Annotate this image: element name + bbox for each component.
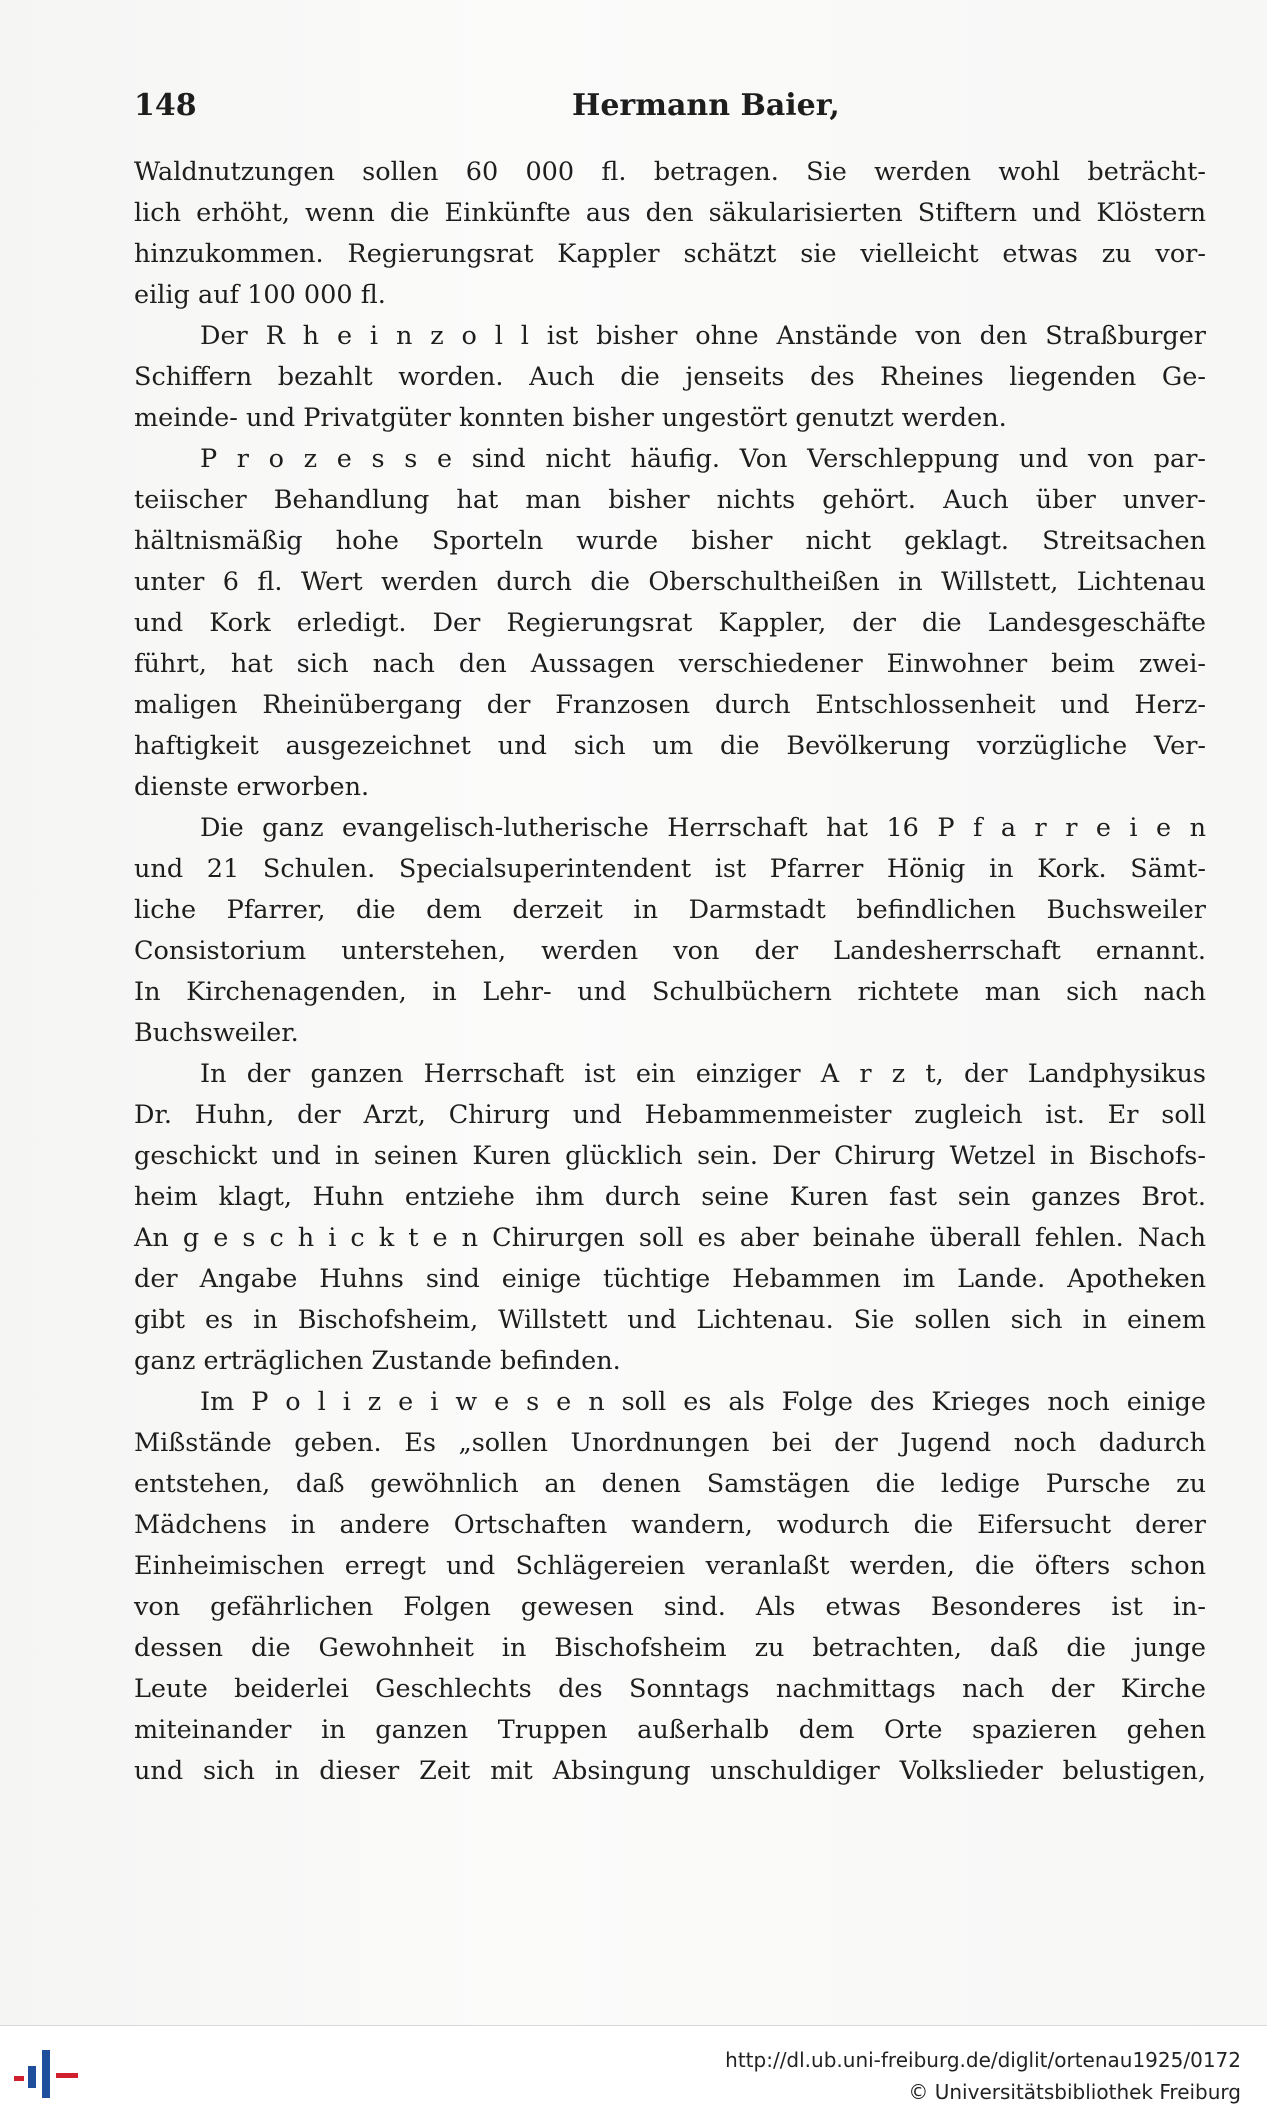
text-line: Consistorium unterstehen, werden von der Landesherrschaft ernannt. [134, 936, 1206, 966]
text-line: In der ganzen Herrschaft ist ein einziger A r z t, der Landphysikus [200, 1059, 1206, 1089]
text-line: meinde- und Privatgüter konnten bisher ungestört genutzt werden. [134, 403, 1007, 433]
permalink-url[interactable]: http://dl.ub.uni-freiburg.de/diglit/ortenau1925/0172 [725, 2048, 1241, 2072]
text-line: teiischer Behandlung hat man bisher nichts gehört. Auch über unver- [134, 485, 1206, 515]
text-line: Mädchens in andere Ortschaften wandern, wodurch die Eifersucht derer [134, 1510, 1206, 1540]
text-line: miteinander in ganzen Truppen außerhalb dem Orte spazieren gehen [134, 1715, 1206, 1745]
text-line: hältnismäßig hohe Sporteln wurde bisher nicht geklagt. Streitsachen [134, 526, 1206, 556]
text-line: Leute beiderlei Geschlechts des Sonntags nachmittags nach der Kirche [134, 1674, 1206, 1704]
text-line: gibt es in Bischofsheim, Willstett und Lichtenau. Sie sollen sich in einem [134, 1305, 1206, 1335]
text-line: Buchsweiler. [134, 1018, 299, 1048]
text-line: Der R h e i n z o l l ist bisher ohne Anstände von den Straßburger [200, 321, 1206, 351]
library-logo-icon[interactable] [12, 2040, 82, 2102]
text-line: Mißstände geben. Es „sollen Unordnungen bei der Jugend noch dadurch [134, 1428, 1206, 1458]
text-line: hinzukommen. Regierungsrat Kappler schätzt sie vielleicht etwas zu vor- [134, 239, 1206, 269]
running-head: Hermann Baier, [572, 88, 840, 123]
text-line: haftigkeit ausgezeichnet und sich um die Bevölkerung vorzügliche Ver- [134, 731, 1206, 761]
text-line: Dr. Huhn, der Arzt, Chirurg und Hebammenmeister zugleich ist. Er soll [134, 1100, 1206, 1130]
text-line: lich erhöht, wenn die Einkünfte aus den säkularisierten Stiftern und Klöstern [134, 198, 1206, 228]
text-line: eilig auf 100 000 fl. [134, 280, 386, 310]
copyright-notice: © Universitätsbibliothek Freiburg [908, 2080, 1241, 2104]
text-line: In Kirchenagenden, in Lehr- und Schulbüchern richtete man sich nach [134, 977, 1206, 1007]
text-line: dessen die Gewohnheit in Bischofsheim zu betrachten, daß die junge [134, 1633, 1206, 1663]
page-header [134, 88, 1206, 128]
text-line: der Angabe Huhns sind einige tüchtige Hebammen im Lande. Apotheken [134, 1264, 1206, 1294]
text-line: ganz erträglichen Zustande befinden. [134, 1346, 621, 1376]
text-line: Schiffern bezahlt worden. Auch die jenseits des Rheines liegenden Ge- [134, 362, 1206, 392]
text-line: Einheimischen erregt und Schlägereien veranlaßt werden, die öfters schon [134, 1551, 1206, 1581]
text-line: entstehen, daß gewöhnlich an denen Samstägen die ledige Pursche zu [134, 1469, 1206, 1499]
text-line: An g e s c h i c k t e n Chirurgen soll es aber beinahe überall fehlen. Nach [134, 1223, 1206, 1253]
body-text [134, 152, 1206, 1792]
text-line: und 21 Schulen. Specialsuperintendent ist Pfarrer Hönig in Kork. Sämt- [134, 854, 1206, 884]
page-number: 148 [134, 88, 197, 123]
text-line: Im P o l i z e i w e s e n soll es als Folge des Krieges noch einige [200, 1387, 1206, 1417]
text-line: und sich in dieser Zeit mit Absingung unschuldiger Volkslieder belustigen, [134, 1756, 1206, 1786]
text-line: Waldnutzungen sollen 60 000 fl. betragen. Sie werden wohl beträcht- [134, 157, 1206, 187]
text-line: maligen Rheinübergang der Franzosen durch Entschlossenheit und Herz- [134, 690, 1206, 720]
text-line: geschickt und in seinen Kuren glücklich sein. Der Chirurg Wetzel in Bischofs- [134, 1141, 1206, 1171]
text-line: dienste erworben. [134, 772, 370, 802]
text-line: Die ganz evangelisch-lutherische Herrschaft hat 16 P f a r r e i e n [200, 813, 1206, 843]
text-line: und Kork erledigt. Der Regierungsrat Kappler, der die Landesgeschäfte [134, 608, 1206, 638]
viewer-footer [0, 2025, 1267, 2116]
text-line: unter 6 fl. Wert werden durch die Oberschultheißen in Willstett, Lichtenau [134, 567, 1206, 597]
text-line: heim klagt, Huhn entziehe ihm durch seine Kuren fast sein ganzes Brot. [134, 1182, 1206, 1212]
text-line: liche Pfarrer, die dem derzeit in Darmstadt befindlichen Buchsweiler [134, 895, 1206, 925]
text-line: P r o z e s s e sind nicht häufig. Von Verschleppung und von par- [200, 444, 1206, 474]
text-line: führt, hat sich nach den Aussagen verschiedener Einwohner beim zwei- [134, 649, 1206, 679]
text-line: von gefährlichen Folgen gewesen sind. Als etwas Besonderes ist in- [134, 1592, 1206, 1622]
